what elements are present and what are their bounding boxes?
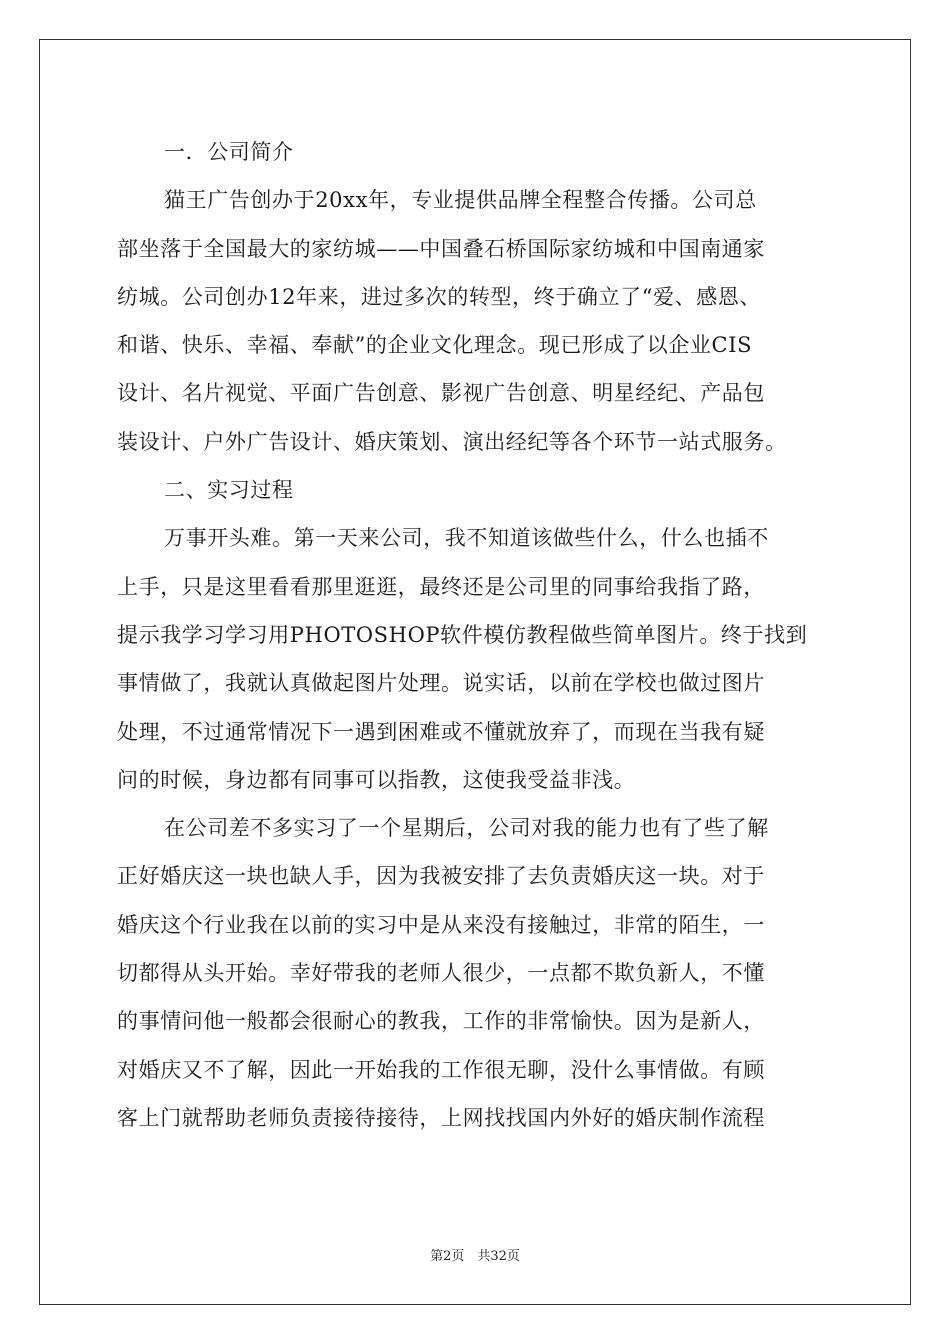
text-line: 问的时候，身边都有同事可以指教，这使我受益非浅。 [117, 767, 636, 792]
text-line: 纺城。公司创办12年来，进过多次的转型，终于确立了“爱、感恩、 [117, 284, 762, 309]
text-line: 二、实习过程 [164, 478, 294, 503]
document-body [117, 128, 837, 1142]
text-line: 部坐落于全国最大的家纺城——中国叠石桥国际家纺城和中国南通家 [117, 236, 765, 261]
text-line: 设计、名片视觉、平面广告创意、影视广告创意、明星经纪、产品包 [117, 381, 765, 406]
text-line: 的事情问他一般都会很耐心的教我，工作的非常愉快。因为是新人， [117, 1009, 765, 1034]
text-line: 客上门就帮助老师负责接待接待，上网找找国内外好的婚庆制作流程 [117, 1105, 765, 1130]
text-line: 处理，不过通常情况下一遇到困难或不懂就放弃了，而现在当我有疑 [117, 719, 765, 744]
text-line: 装设计、户外广告设计、婚庆策划、演出经纪等各个环节一站式服务。 [117, 429, 787, 454]
text-line: 上手，只是这里看看那里逛逛，最终还是公司里的同事给我指了路， [117, 574, 765, 599]
text-line: 切都得从头开始。幸好带我的老师人很少，一点都不欺负新人，不懂 [117, 961, 765, 986]
text-line: 和谐、快乐、幸福、奉献”的企业文化理念。现已形成了以企业CIS [117, 333, 753, 358]
text-line: 猫王广告创办于20xx年，专业提供品牌全程整合传播。公司总 [164, 188, 757, 213]
text-line: 正好婚庆这一块也缺人手，因为我被安排了去负责婚庆这一块。对于 [117, 864, 765, 889]
text-line: 提示我学习学习用PHOTOSHOP软件模仿教程做些简单图片。终于找到 [117, 622, 808, 647]
text-line: 在公司差不多实习了一个星期后，公司对我的能力也有了些了解 [164, 816, 769, 841]
text-line: 对婚庆又不了解，因此一开始我的工作很无聊，没什么事情做。有顾 [117, 1057, 765, 1082]
text-line: 万事开头难。第一天来公司，我不知道该做些什么，什么也插不 [164, 526, 769, 551]
text-line: 婚庆这个行业我在以前的实习中是从来没有接触过，非常的陌生，一 [117, 912, 765, 937]
text-line: 事情做了，我就认真做起图片处理。说实话，以前在学校也做过图片 [117, 671, 765, 696]
page-number-footer: 第2页 共32页 [430, 1249, 520, 1264]
text-line: 一．公司简介 [164, 140, 294, 164]
